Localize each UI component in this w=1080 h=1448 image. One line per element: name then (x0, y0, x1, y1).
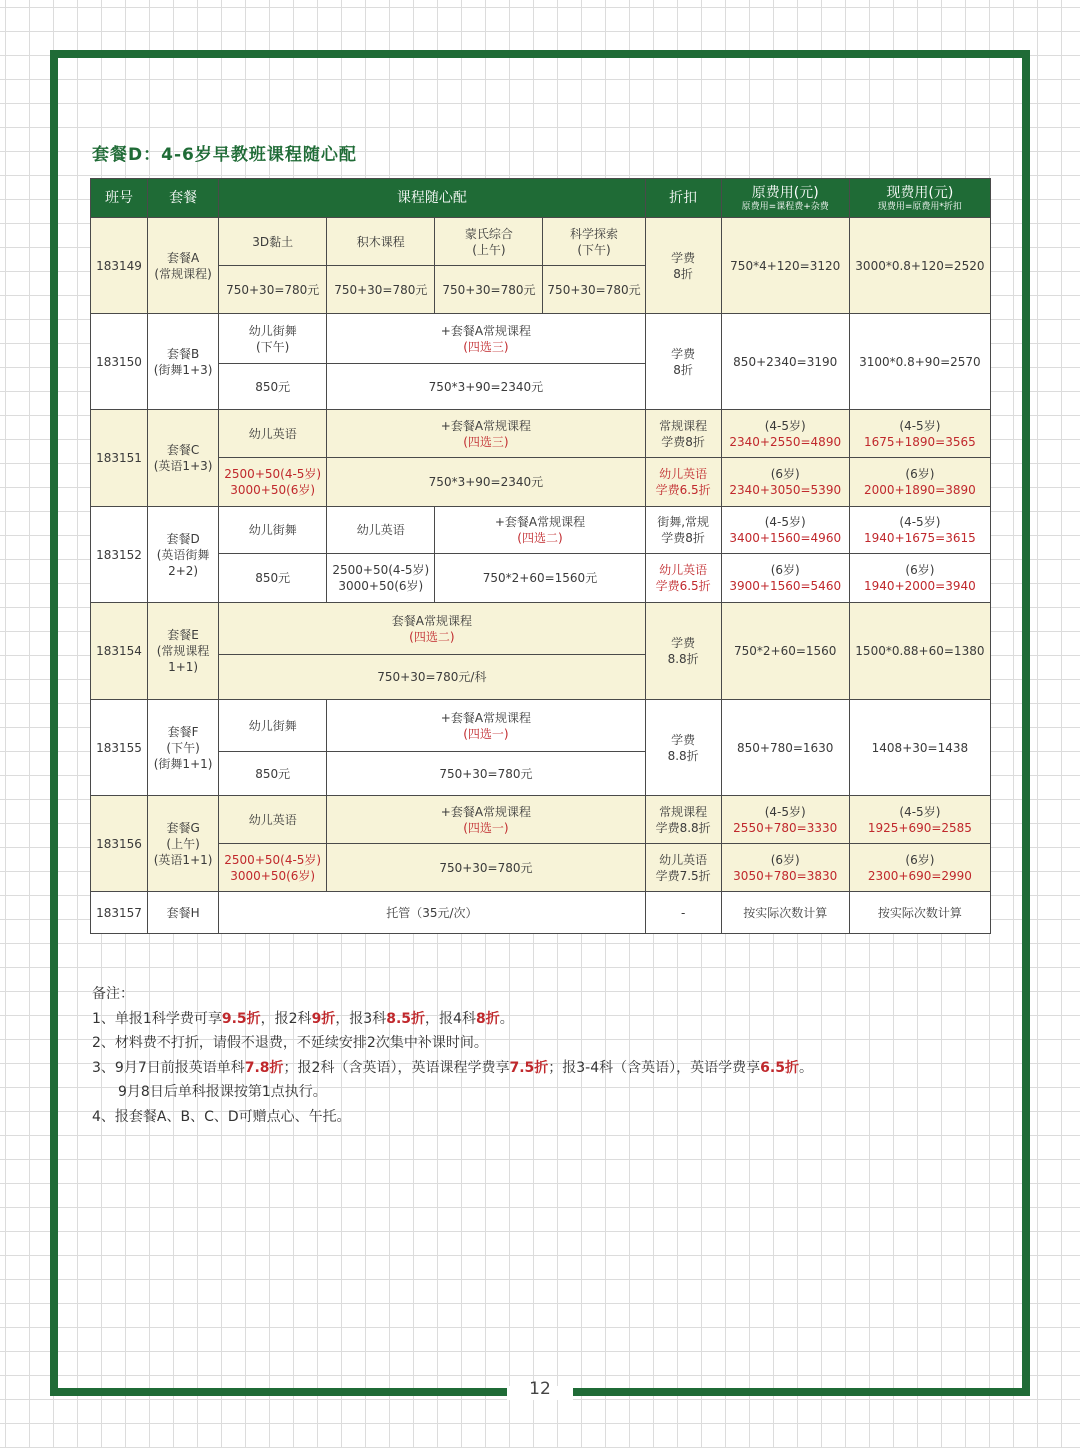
current-fee: 按实际次数计算 (849, 892, 990, 934)
original-fee: (4-5岁) 2550+780=3330 (721, 796, 849, 844)
original-fee: 750*2+60=1560 (721, 603, 849, 700)
current-fee: (4-5岁) 1940+1675=3615 (849, 507, 990, 554)
current-fee: 1408+30=1438 (849, 700, 990, 796)
course-name: 幼儿英语 (327, 507, 435, 554)
current-fee: (4-5岁) 1925+690=2585 (849, 796, 990, 844)
original-fee: 850+2340=3190 (721, 314, 849, 410)
header-courses: 课程随心配 (219, 179, 645, 218)
current-fee: (6岁) 1940+2000=3940 (849, 554, 990, 603)
discount: 幼儿英语 学费6.5折 (645, 554, 721, 603)
note-1: 1、单报1科学费可享9.5折，报2科9折，报3科8.5折，报4科8折。 (92, 1010, 514, 1027)
current-fee: 3100*0.8+90=2570 (849, 314, 990, 410)
discount: 常规课程 学费8折 (645, 410, 721, 458)
original-fee: 850+780=1630 (721, 700, 849, 796)
course-price: 750*3+90=2340元 (327, 364, 645, 410)
class-no: 183149 (91, 218, 148, 314)
notes (92, 982, 813, 1129)
header-current: 现费用(元) 现费用=原费用*折扣 (849, 179, 990, 218)
note-2: 2、材料费不打折，请假不退费，不延续安排2次集中补课时间。 (92, 1035, 488, 1051)
course-price: 2500+50(4-5岁) 3000+50(6岁) (219, 458, 327, 507)
package-name: 套餐D (英语街舞 2+2) (148, 507, 219, 603)
discount: 街舞,常规 学费8折 (645, 507, 721, 554)
current-fee: (4-5岁) 1675+1890=3565 (849, 410, 990, 458)
package-name: 套餐B (街舞1+3) (148, 314, 219, 410)
class-no: 183156 (91, 796, 148, 892)
package-name: 套餐C (英语1+3) (148, 410, 219, 507)
original-fee: 750*4+120=3120 (721, 218, 849, 314)
original-fee: (6岁) 3900+1560=5460 (721, 554, 849, 603)
header-discount: 折扣 (645, 179, 721, 218)
discount: 学费 8折 (645, 314, 721, 410)
course-name: +套餐A常规课程 (四选二) (435, 507, 645, 554)
course-name: +套餐A常规课程 (四选一) (327, 796, 645, 844)
course-price: 750+30=780元 (435, 266, 543, 314)
course-name: 幼儿英语 (219, 796, 327, 844)
course-price: 750+30=780元 (543, 266, 645, 314)
course-name: 幼儿街舞 (下午) (219, 314, 327, 364)
course-price: 750+30=780元/科 (219, 655, 645, 700)
package-name: 套餐G (上午) (英语1+1) (148, 796, 219, 892)
page-title: 套餐D：4-6岁早教班课程随心配 (92, 145, 357, 165)
table-row (91, 844, 991, 892)
table-row (91, 507, 991, 554)
class-no: 183157 (91, 892, 148, 934)
course-name: 科学探索 (下午) (543, 218, 645, 266)
class-no: 183151 (91, 410, 148, 507)
package-name: 套餐H (148, 892, 219, 934)
class-no: 183154 (91, 603, 148, 700)
package-name: 套餐E (常规课程 1+1) (148, 603, 219, 700)
table-row (91, 603, 991, 655)
original-fee: (6岁) 3050+780=3830 (721, 844, 849, 892)
original-fee: (6岁) 2340+3050=5390 (721, 458, 849, 507)
table-row (91, 700, 991, 752)
course-price: 2500+50(4-5岁) 3000+50(6岁) (327, 554, 435, 603)
course-name: 幼儿英语 (219, 410, 327, 458)
package-name: 套餐F (下午) (街舞1+1) (148, 700, 219, 796)
course-name: 套餐A常规课程 (四选二) (219, 603, 645, 655)
table-header (91, 179, 991, 218)
note-3-continued: 9月8日后单科报课按第1点执行。 (118, 1084, 327, 1100)
course-price: 750+30=780元 (327, 844, 645, 892)
course-name: 托管（35元/次） (219, 892, 645, 934)
course-price: 750+30=780元 (219, 266, 327, 314)
course-price: 750*3+90=2340元 (327, 458, 645, 507)
current-fee: (6岁) 2300+690=2990 (849, 844, 990, 892)
note-4: 4、报套餐A、B、C、D可赠点心、午托。 (92, 1108, 351, 1125)
notes-heading: 备注： (92, 986, 134, 1002)
discount: 幼儿英语 学费6.5折 (645, 458, 721, 507)
page-number: 12 (529, 1379, 551, 1399)
course-name: +套餐A常规课程 (四选一) (327, 700, 645, 752)
table-row (91, 458, 991, 507)
table-row (91, 892, 991, 934)
original-fee: 按实际次数计算 (721, 892, 849, 934)
course-price: 850元 (219, 554, 327, 603)
course-name: 3D黏土 (219, 218, 327, 266)
header-original: 原费用(元) 原费用=课程费+杂费 (721, 179, 849, 218)
course-name: 积木课程 (327, 218, 435, 266)
discount: 幼儿英语 学费7.5折 (645, 844, 721, 892)
discount: 学费 8.8折 (645, 603, 721, 700)
course-price: 2500+50(4-5岁) 3000+50(6岁) (219, 844, 327, 892)
discount: 学费 8折 (645, 218, 721, 314)
course-price: 750*2+60=1560元 (435, 554, 645, 603)
note-3: 3、9月7日前报英语单科7.8折；报2科（含英语），英语课程学费享7.5折；报3-4科（含英语），英语学费享6.5折。 (92, 1059, 813, 1076)
course-name: 幼儿街舞 (219, 507, 327, 554)
table-row (91, 218, 991, 266)
table-row (91, 410, 991, 458)
discount: 学费 8.8折 (645, 700, 721, 796)
header-package: 套餐 (148, 179, 219, 218)
course-name: 蒙氏综合 (上午) (435, 218, 543, 266)
course-name: +套餐A常规课程 (四选三) (327, 410, 645, 458)
course-price: 750+30=780元 (327, 266, 435, 314)
current-fee: 1500*0.88+60=1380 (849, 603, 990, 700)
class-no: 183152 (91, 507, 148, 603)
price-table (90, 178, 991, 934)
discount: 常规课程 学费8.8折 (645, 796, 721, 844)
package-name: 套餐A (常规课程) (148, 218, 219, 314)
table-row (91, 796, 991, 844)
original-fee: (4-5岁) 3400+1560=4960 (721, 507, 849, 554)
course-name: +套餐A常规课程 (四选三) (327, 314, 645, 364)
course-price: 850元 (219, 752, 327, 796)
header-class-no: 班号 (91, 179, 148, 218)
table-row (91, 314, 991, 364)
discount: - (645, 892, 721, 934)
current-fee: 3000*0.8+120=2520 (849, 218, 990, 314)
original-fee: (4-5岁) 2340+2550=4890 (721, 410, 849, 458)
course-price: 750+30=780元 (327, 752, 645, 796)
class-no: 183150 (91, 314, 148, 410)
class-no: 183155 (91, 700, 148, 796)
course-price: 850元 (219, 364, 327, 410)
course-name: 幼儿街舞 (219, 700, 327, 752)
current-fee: (6岁) 2000+1890=3890 (849, 458, 990, 507)
table-row (91, 554, 991, 603)
